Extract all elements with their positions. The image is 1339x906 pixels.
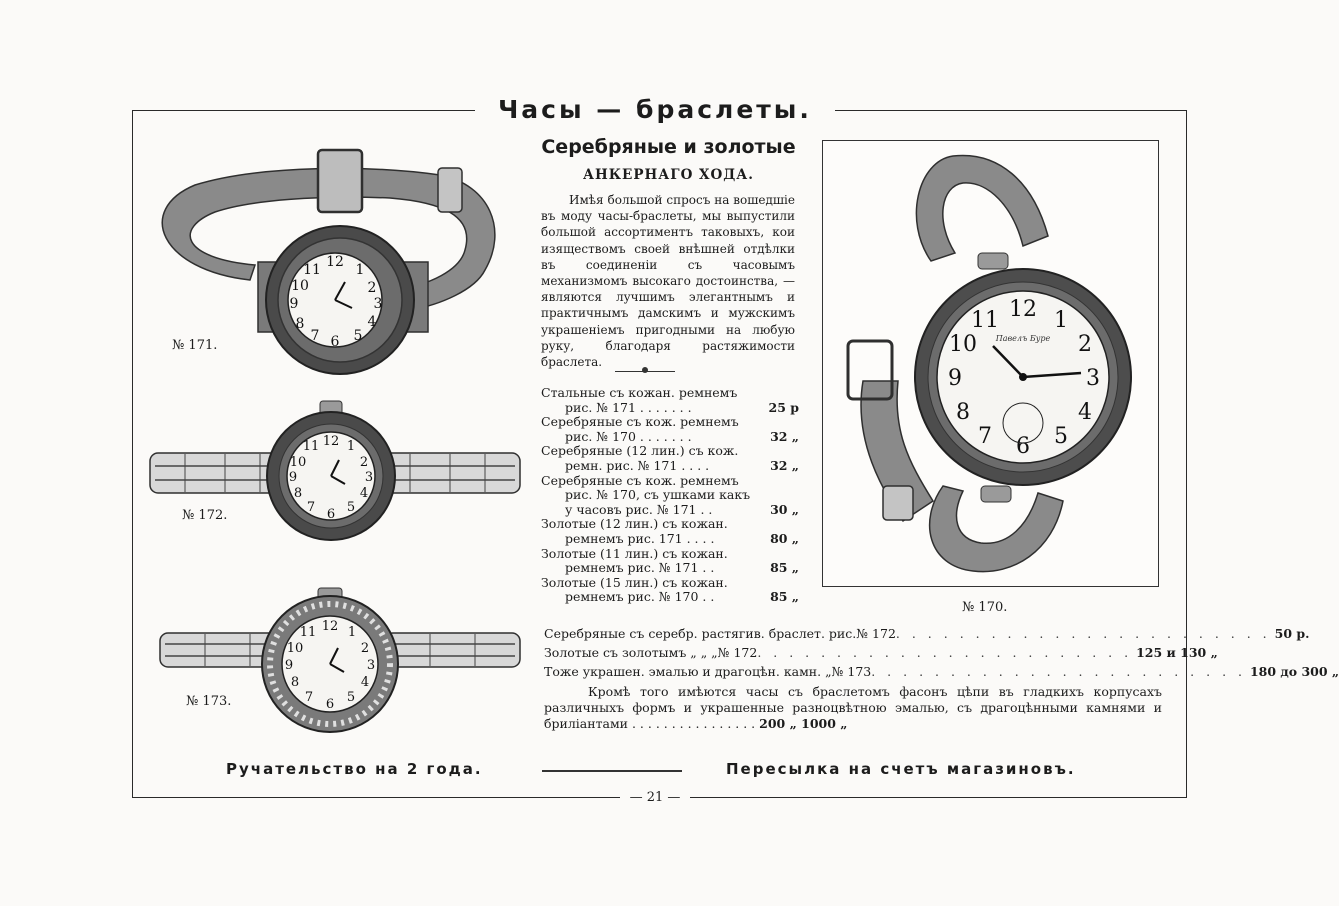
svg-text:8: 8 [293, 486, 303, 501]
price-item: Серебряные съ кож. ремнемъ рис. № 170, съ ушками какъ у часовъ рис. № 171 . . 30 „ [541, 472, 799, 517]
leader-dots: . . . . . . . . . . . . . . . . . . . . . . . . [757, 645, 1133, 660]
bracelet-price-item: Серебряные съ серебр. растягив. браслет. рис. № 172 . . . . . . . . . . . . . . . . . . . . . . . . 50 р. [544, 626, 1310, 641]
caption-172: № 172. [182, 508, 228, 523]
price-list [541, 386, 803, 605]
svg-text:3: 3 [366, 658, 376, 673]
svg-text:5: 5 [1054, 424, 1068, 449]
bracelet-price-item: Тоже украшен. эмалью и драгоцѣн. камн. „ № 173 . . . . . . . . . . . . . . . . . . . . . . . . 180 до 300 „ [544, 664, 1339, 679]
price-value: 25 р [765, 401, 800, 416]
leader-dots: . . . . . . . . . . . . . . . . . . . . . . . . [871, 664, 1246, 679]
svg-text:5: 5 [353, 328, 363, 344]
price-value: 32 „ [766, 430, 799, 445]
svg-text:7: 7 [306, 500, 316, 515]
leader-dots: . . . . . . . . . . . . . . . . . . . . . . . . [895, 626, 1271, 641]
price-item: Стальные съ кожан. ремнемъ рис. № 171 . . . . . . . 25 р [541, 385, 799, 415]
svg-text:10: 10 [289, 455, 307, 470]
svg-text:3: 3 [373, 296, 383, 312]
extra-note: Кромѣ того имѣются часы съ браслетомъ фасонъ цѣпи въ гладкихъ корпусахъ различныхъ формъ и украшенные разноцвѣтною эмалью, съ драгоцѣнными камнями и бриліантами . . . . . . . . . . . . . . . . 200 „ 1000 „ [544, 684, 1162, 731]
intro-paragraph: Имѣя большой спросъ на вошедшіе въ моду часы-браслеты, мы выпустили большой ассортиментъ таковыхъ, кои изяществомъ своей внѣшней отдѣлки въ соединеніи съ часовымъ механизмомъ высокаго достоинства, — являются лучшимъ элегантнымъ и практичнымъ дамскимъ и мужскимъ украшеніемъ пригодными на любую руку, благодаря растяжимости браслета. [541, 193, 795, 370]
svg-text:7: 7 [304, 690, 314, 705]
watch-172-illustration [145, 398, 525, 558]
ornament-dot [642, 367, 648, 373]
watch-170-brand: Павелъ Буре [995, 334, 1051, 343]
price-item: Золотые (11 лин.) съ кожан. ремнемъ рис. № 171 . . 85 „ [541, 545, 799, 576]
svg-text:10: 10 [949, 332, 977, 357]
price-value: 85 „ [766, 561, 799, 576]
svg-text:3: 3 [364, 470, 374, 485]
price-value: 30 „ [766, 503, 799, 518]
svg-text:8: 8 [290, 675, 300, 690]
svg-text:9: 9 [288, 470, 298, 485]
page-number: — 21 — [620, 790, 690, 805]
bracelet-price-list [544, 624, 1339, 681]
svg-text:12: 12 [322, 434, 340, 449]
svg-text:1: 1 [346, 439, 356, 454]
price-value: 85 „ [766, 590, 799, 605]
watch-170-numeral-12: 12 [1009, 297, 1037, 322]
svg-text:11: 11 [971, 308, 999, 333]
page-title: Часы — браслеты. [498, 95, 812, 124]
svg-text:5: 5 [346, 690, 356, 705]
price-value: 80 „ [766, 532, 799, 547]
watch-170-frame [822, 140, 1159, 587]
price-item: Золотые (12 лин.) съ кожан. ремнемъ рис. 171 . . . . 80 „ [541, 516, 799, 546]
svg-text:4: 4 [359, 486, 369, 501]
svg-text:11: 11 [303, 262, 321, 278]
svg-text:11: 11 [299, 625, 317, 640]
subtitle: Серебряные и золотые [541, 136, 796, 158]
svg-text:8: 8 [956, 400, 970, 425]
svg-text:1: 1 [1054, 308, 1068, 333]
svg-text:11: 11 [302, 439, 320, 454]
caption-170: № 170. [962, 600, 1008, 615]
svg-text:4: 4 [360, 675, 370, 690]
svg-text:5: 5 [346, 500, 356, 515]
svg-text:2: 2 [367, 280, 377, 296]
price-item: Золотые (15 лин.) съ кожан. ремнемъ рис. № 170 . . 85 „ [541, 574, 799, 605]
footer-shipping: Пересылка на счетъ магазиновъ. [726, 760, 1076, 778]
price-value: 32 „ [766, 459, 799, 474]
svg-text:7: 7 [978, 424, 992, 449]
svg-text:6: 6 [1016, 434, 1030, 459]
subtitle-anchor-movement: АНКЕРНАГО ХОДА. [583, 167, 754, 183]
svg-text:6: 6 [325, 697, 335, 712]
svg-text:12: 12 [326, 254, 344, 270]
svg-text:3: 3 [1086, 366, 1100, 391]
svg-text:7: 7 [310, 328, 320, 344]
watch-170-illustration [823, 141, 1158, 586]
svg-text:2: 2 [360, 641, 370, 656]
watch-173-illustration [155, 588, 525, 748]
svg-text:6: 6 [326, 507, 336, 522]
svg-text:1: 1 [347, 625, 357, 640]
extra-price: 200 „ 1000 „ [759, 716, 848, 731]
svg-text:6: 6 [330, 334, 340, 350]
svg-text:9: 9 [289, 296, 299, 312]
price-item: Серебряные съ кож. ремнемъ рис. № 170 . . . . . . . 32 „ [541, 414, 799, 444]
svg-text:9: 9 [948, 366, 962, 391]
svg-text:10: 10 [286, 641, 304, 656]
svg-text:12: 12 [321, 619, 339, 634]
svg-text:1: 1 [355, 262, 365, 278]
svg-text:9: 9 [284, 658, 294, 673]
footer-warranty: Ручательство на 2 года. [226, 760, 483, 778]
bracelet-price-item: Золотые съ золотымъ „ „ „ № 172 . . . . . . . . . . . . . . . . . . . . . . . . 125 и 130 „ [544, 645, 1218, 660]
price-item: Серебряные (12 лин.) съ кож. ремн. рис. № 171 . . . . 32 „ [541, 443, 799, 473]
footer-divider [542, 770, 682, 772]
caption-173: № 173. [186, 694, 232, 709]
caption-171: № 171. [172, 338, 218, 353]
svg-text:2: 2 [359, 455, 369, 470]
svg-text:8: 8 [295, 316, 305, 332]
svg-text:4: 4 [1078, 400, 1092, 425]
svg-text:4: 4 [367, 314, 377, 330]
svg-text:10: 10 [291, 278, 309, 294]
svg-text:2: 2 [1078, 332, 1092, 357]
